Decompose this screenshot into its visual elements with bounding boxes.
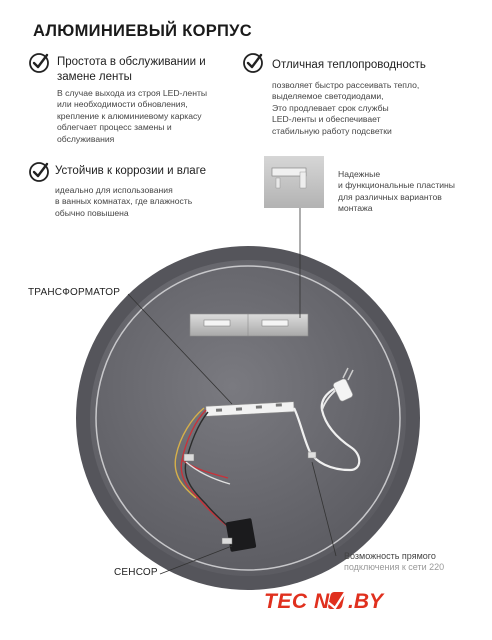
plates-note: Надежные и функциональные пластины для различных вариантов монтажа bbox=[338, 169, 455, 214]
feature-2-title: Отличная теплопроводность bbox=[272, 59, 426, 71]
brand-logo bbox=[262, 588, 430, 612]
transformer-label: ТРАНСФОРМАТОР bbox=[28, 287, 121, 298]
svg-text:.BY: .BY bbox=[348, 590, 384, 612]
feature-3-title: Устойчив к коррозии и влаге bbox=[55, 165, 207, 177]
sensor-label: СЕНСОР bbox=[114, 567, 158, 578]
svg-text:TEC: TEC bbox=[264, 590, 308, 612]
feature-1-text: В случае выхода из строя LED-ленты или необходимости обновления, крепление к алюминиевому каркасу облегчает процесс замены и обслуживания bbox=[57, 88, 208, 144]
connection-note: Возможность прямого подключения к сети 220 bbox=[344, 551, 445, 573]
plate-detail-inset bbox=[264, 156, 324, 208]
page-title: АЛЮМИНИЕВЫЙ КОРПУС bbox=[33, 22, 252, 40]
feature-3-text: идеально для использования в ванных комнатах, где влажность обычно повышена bbox=[55, 185, 193, 218]
svg-text:N: N bbox=[314, 590, 330, 612]
feature-2-text: позволяет быстро рассеивать тепло, выделяемое светодиодами, Это продлевает срок службы LED-ленты и обеспечивает стабильную работу подсветки bbox=[272, 80, 420, 136]
feature-1-title: Простота в обслуживании и замене ленты bbox=[57, 56, 206, 83]
